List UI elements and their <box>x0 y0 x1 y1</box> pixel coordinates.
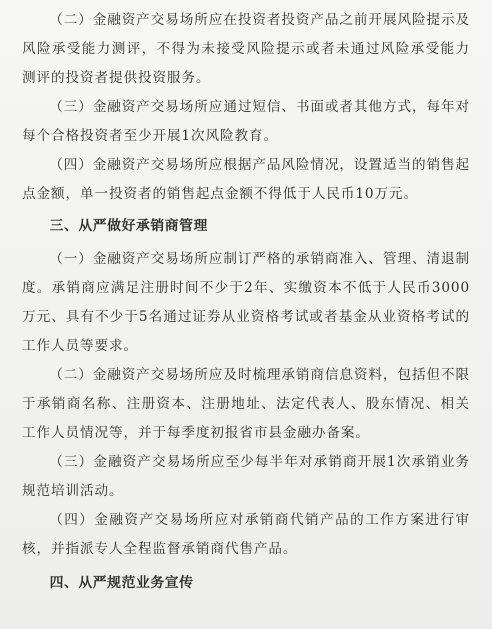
paragraph-risk-assessment: （二）金融资产交易场所应在投资者投资产品之前开展风险提示及风险承受能力测评，不得为未接受风险提示或者未通过风险承受能力测评的投资者提供投资服务。 <box>22 12 470 86</box>
paragraph-underwriter-admission: （一）金融资产交易场所应制订严格的承销商准入、管理、清退制度。承销商应满足注册时间不少于2年、实缴资本不低于人民币3000万元、具有不少于5名通过证券从业资格考试或者基金从业资格考试的工作人员等要求。 <box>22 251 470 354</box>
section-heading-business-promotion: 四、从严规范业务宣传 <box>49 575 194 591</box>
paragraph-risk-education: （三）金融资产交易场所应通过短信、书面或者其他方式，每年对每个合格投资者至少开展1次风险教育。 <box>22 99 470 144</box>
paragraph-underwriter-training: （三）金融资产交易场所应至少每半年对承销商开展1次承销业务规范培训活动。 <box>22 454 470 499</box>
paragraph-underwriter-supervision: （四）金融资产交易场所应对承销商代销产品的工作方案进行审核，并指派专人全程监督承销商代售产品。 <box>22 512 470 557</box>
paragraph-underwriter-records: （二）金融资产交易场所应及时梳理承销商信息资料，包括但不限于承销商名称、注册资本、注册地址、法定代表人、股东情况、相关工作人员情况等，并于每季度初报省市县金融办备案。 <box>22 367 470 441</box>
paragraph-minimum-amount: （四）金融资产交易场所应根据产品风险情况，设置适当的销售起点金额，单一投资者的销售起点金额不得低于人民币10万元。 <box>22 157 470 202</box>
section-heading-underwriter-management: 三、从严做好承销商管理 <box>49 218 208 234</box>
